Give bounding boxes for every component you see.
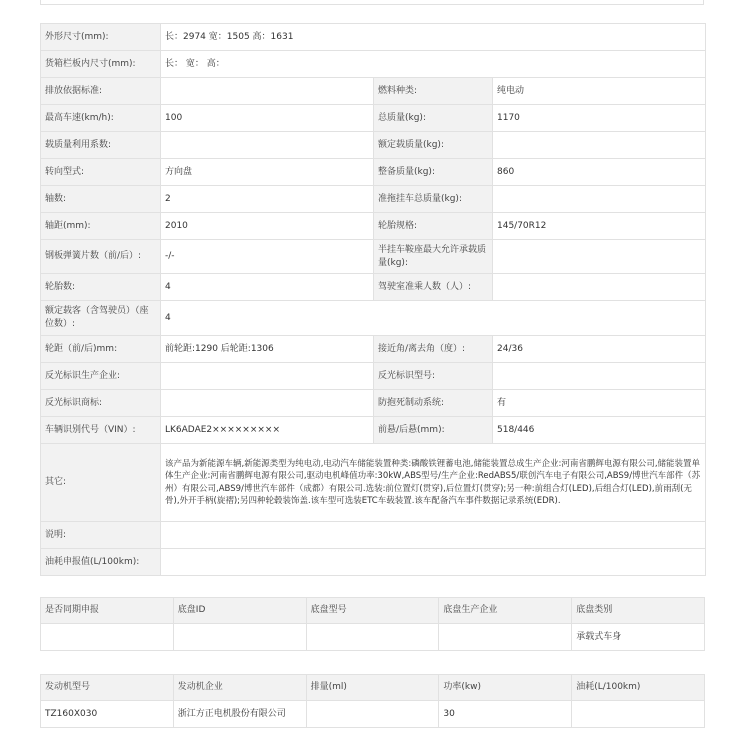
- table-cell: [439, 624, 572, 651]
- column-header: 是否同期申报: [41, 598, 174, 624]
- engine-header-row: [41, 675, 705, 701]
- spec-label: 轴距(mm):: [41, 213, 161, 240]
- spec-label: 总质量(kg):: [374, 105, 493, 132]
- spec-row: [41, 213, 706, 240]
- column-header: 油耗(L/100km): [572, 675, 705, 701]
- spec-row-remark: [41, 522, 706, 549]
- spec-label: 车辆识别代号（VIN）:: [41, 417, 161, 444]
- spec-value: [161, 390, 374, 417]
- spec-value: [161, 132, 374, 159]
- chassis-table: [40, 597, 705, 651]
- spec-value: 518/446: [493, 417, 706, 444]
- spec-label: 排放依据标准:: [41, 78, 161, 105]
- spec-row: [41, 336, 706, 363]
- spec-label: 最高车速(km/h):: [41, 105, 161, 132]
- spec-row: [41, 363, 706, 390]
- spec-row-vin: [41, 417, 706, 444]
- spec-value: 4: [161, 274, 374, 301]
- spec-label: 接近角/离去角（度）:: [374, 336, 493, 363]
- spec-value: 1170: [493, 105, 706, 132]
- spec-row-fuel: [41, 549, 706, 576]
- column-header: 功率(kw): [439, 675, 572, 701]
- spec-label: 反光标识商标:: [41, 390, 161, 417]
- column-header: 底盘型号: [306, 598, 439, 624]
- table-row: [41, 701, 705, 728]
- spec-label: 轮胎规格:: [374, 213, 493, 240]
- spec-label: 燃料种类:: [374, 78, 493, 105]
- other-label: 其它:: [41, 444, 161, 522]
- spec-label: 外形尺寸(mm):: [41, 24, 161, 51]
- column-header: 发动机型号: [41, 675, 174, 701]
- spec-value: 长： 宽： 高：: [161, 51, 706, 78]
- spec-label: 钢板弹簧片数（前/后）:: [41, 240, 161, 274]
- spec-value: [161, 78, 374, 105]
- vehicle-spec-table: [40, 23, 706, 576]
- spec-row: [41, 105, 706, 132]
- spec-label: 轮胎数:: [41, 274, 161, 301]
- spec-label: 额定载质量(kg):: [374, 132, 493, 159]
- table-cell: [306, 701, 439, 728]
- spec-row-cargo-box: [41, 51, 706, 78]
- spec-row-other: [41, 444, 706, 522]
- remark-value: [161, 522, 706, 549]
- spec-value: [161, 363, 374, 390]
- column-header: 底盘ID: [173, 598, 306, 624]
- spec-row-seats: [41, 301, 706, 336]
- table-cell: 承载式车身: [572, 624, 705, 651]
- spec-label: 反光标识型号:: [374, 363, 493, 390]
- spec-row: [41, 78, 706, 105]
- spec-label: 货箱栏板内尺寸(mm):: [41, 51, 161, 78]
- spec-label: 驾驶室准乘人数（人）:: [374, 274, 493, 301]
- spec-value: 100: [161, 105, 374, 132]
- spec-value: 有: [493, 390, 706, 417]
- spec-label: 轮距（前/后)mm:: [41, 336, 161, 363]
- spec-row: [41, 132, 706, 159]
- spec-value: [493, 274, 706, 301]
- column-header: 底盘生产企业: [439, 598, 572, 624]
- spec-label: 载质量利用系数:: [41, 132, 161, 159]
- spec-value: [493, 132, 706, 159]
- column-header: 发动机企业: [173, 675, 306, 701]
- spec-row: [41, 274, 706, 301]
- spec-label: 反光标识生产企业:: [41, 363, 161, 390]
- spec-label: 整备质量(kg):: [374, 159, 493, 186]
- table-cell: 30: [439, 701, 572, 728]
- remark-label: 说明:: [41, 522, 161, 549]
- other-description: 该产品为新能源车辆,新能源类型为纯电动,电动汽车储能装置种类:磷酸铁锂蓄电池,储能装置总成生产企业:河南省鹏辉电源有限公司,储能装置单体生产企业:河南省鹏辉电源有限公司,驱动电机峰值功率:30kW,ABS型号/生产企业:RedABS5/联创汽车电子有限公司,ABS9/博世汽车部件（苏州）有限公司,ABS9/博世汽车部件（成都）有限公司.选装:前位置灯(贯穿),后位置灯(贯穿);另一种:前组合灯(LED),后组合灯(LED),前雨刮(无骨),外开手柄(旋褶);另四种轮毂装饰盖.该车型可选装ETC车载装置.该车配备汽车事件数据记录系统(EDR).: [161, 444, 706, 522]
- spec-label: 防抱死制动系统:: [374, 390, 493, 417]
- top-table-edge: [40, 0, 704, 5]
- fuel-label: 油耗申报值(L/100km):: [41, 549, 161, 576]
- table-cell: [173, 624, 306, 651]
- spec-value: 方向盘: [161, 159, 374, 186]
- spec-row: [41, 240, 706, 274]
- spec-label: 半挂车鞍座最大允许承载质量(kg):: [374, 240, 493, 274]
- chassis-header-row: [41, 598, 705, 624]
- table-row: [41, 624, 705, 651]
- spec-value: 4: [161, 301, 706, 336]
- spec-value: 24/36: [493, 336, 706, 363]
- column-header: 排量(ml): [306, 675, 439, 701]
- spec-value: 860: [493, 159, 706, 186]
- spec-value: 2: [161, 186, 374, 213]
- table-cell: [572, 701, 705, 728]
- spec-value: -/-: [161, 240, 374, 274]
- spec-label: 准拖挂车总质量(kg):: [374, 186, 493, 213]
- fuel-value: [161, 549, 706, 576]
- spec-label: 轴数:: [41, 186, 161, 213]
- table-cell: TZ160X030: [41, 701, 174, 728]
- spec-value: 前轮距:1290 后轮距:1306: [161, 336, 374, 363]
- spec-value: [493, 186, 706, 213]
- spec-value: LK6ADAE2×××××××××: [161, 417, 374, 444]
- spec-value: 长：2974 宽：1505 高：1631: [161, 24, 706, 51]
- table-cell: [306, 624, 439, 651]
- spec-value: [493, 363, 706, 390]
- spec-row: [41, 390, 706, 417]
- spec-value: 纯电动: [493, 78, 706, 105]
- spec-label: 额定载客（含驾驶员）（座位数）:: [41, 301, 161, 336]
- spec-value: 2010: [161, 213, 374, 240]
- column-header: 底盘类别: [572, 598, 705, 624]
- table-cell: 浙江方正电机股份有限公司: [173, 701, 306, 728]
- spec-row-dimensions: [41, 24, 706, 51]
- spec-label: 前悬/后悬(mm):: [374, 417, 493, 444]
- table-cell: [41, 624, 174, 651]
- spec-row: [41, 186, 706, 213]
- spec-value: 145/70R12: [493, 213, 706, 240]
- engine-table: [40, 674, 705, 728]
- spec-value: [493, 240, 706, 274]
- spec-label: 转向型式:: [41, 159, 161, 186]
- spec-row: [41, 159, 706, 186]
